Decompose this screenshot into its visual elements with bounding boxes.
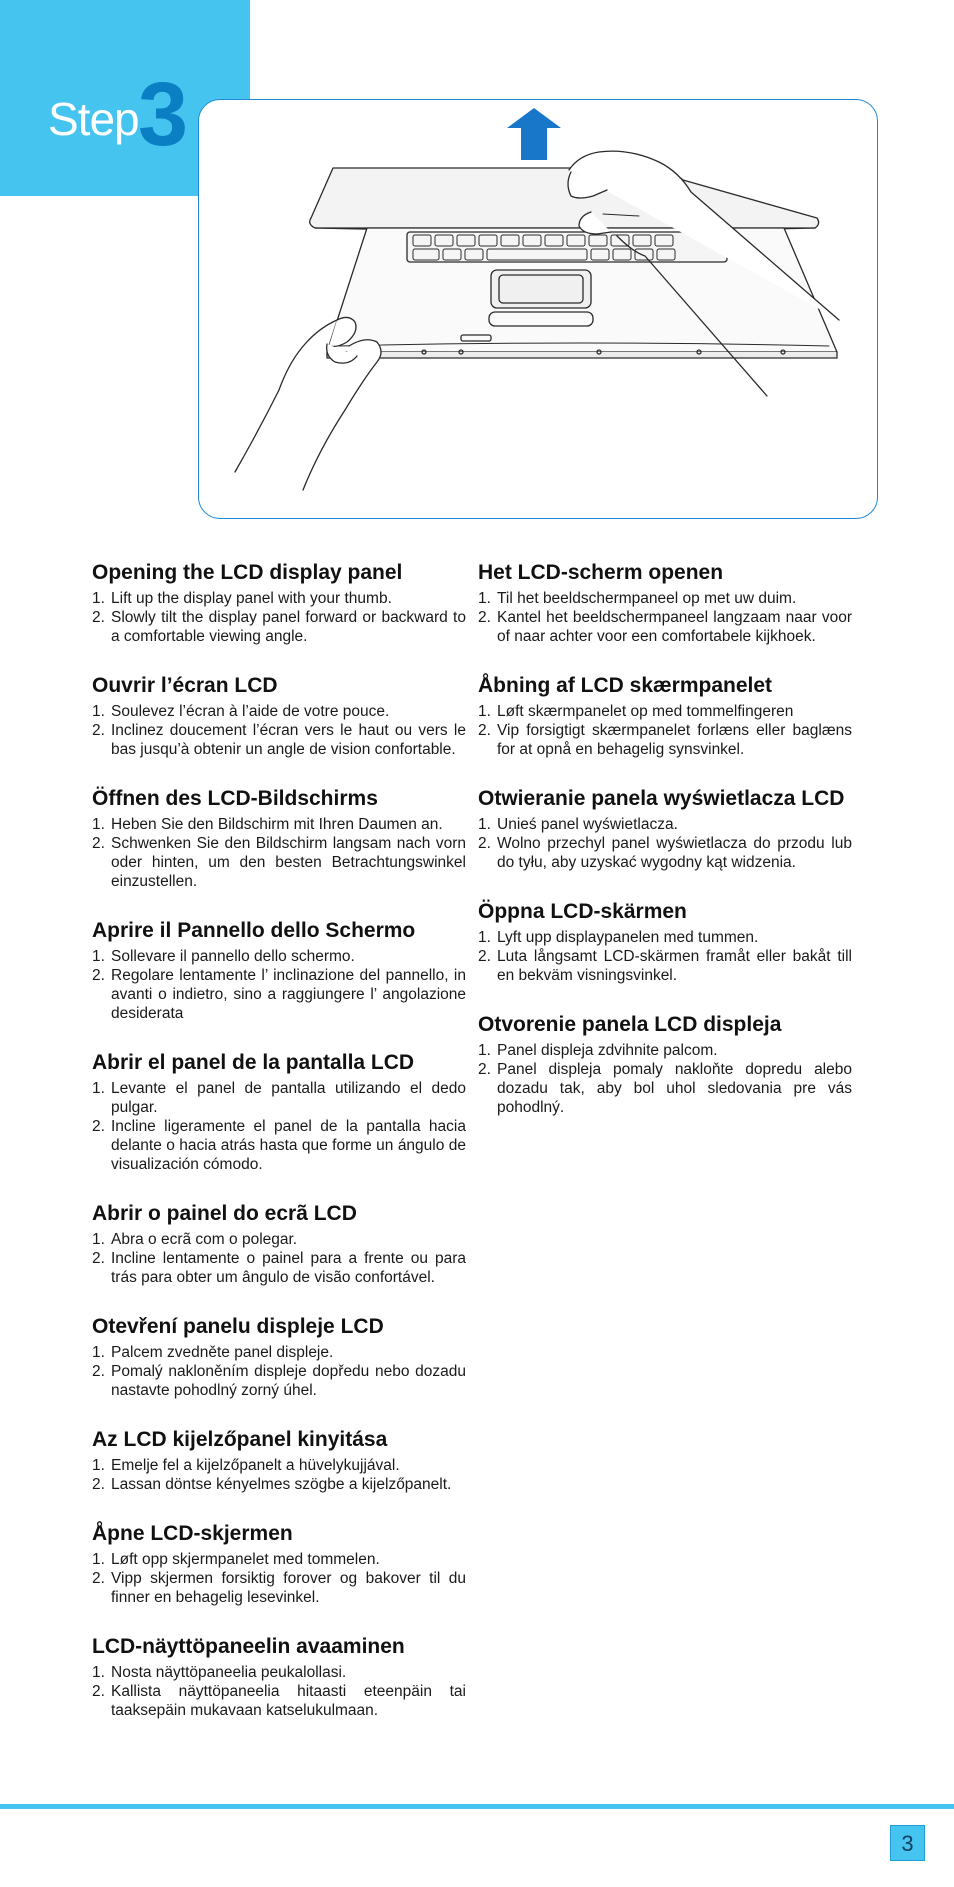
list-item: 2. Inclinez doucement l’écran vers le haut ou vers le bas jusqu’à obtenir un angle de vision confortable. xyxy=(92,722,466,758)
section-title: LCD-näyttöpaneelin avaaminen xyxy=(92,1635,405,1658)
list-item: 1. Soulevez l’écran à l’aide de votre pouce. xyxy=(92,703,390,720)
section-french xyxy=(92,673,466,759)
list-item: 1. Palcem zvedněte panel displeje. xyxy=(92,1344,334,1361)
section-hungarian xyxy=(92,1427,466,1494)
list-item: 2. Schwenken Sie den Bildschirm langsam nach vorn oder hinten, um den besten Betrachtungswinkel einzustellen. xyxy=(92,835,466,890)
section-title: Otvorenie panela LCD displeja xyxy=(478,1013,782,1036)
list-item: 2. Lassan döntse kényelmes szögbe a kijelzőpanelt. xyxy=(92,1476,452,1493)
list-item: 2. Panel displeja pomaly nakloňte dopredu alebo dozadu tak, aby bol uhol sledovania pre vás pohodlný. xyxy=(478,1061,852,1116)
step-label: Step xyxy=(48,93,139,145)
section-english xyxy=(92,560,466,646)
right-column xyxy=(478,560,852,1144)
list-item: 1. Heben Sie den Bildschirm mit Ihren Daumen an. xyxy=(92,816,443,833)
list-item: 2. Incline lentamente o painel para a frente ou para trás para obter um ângulo de visão confortável. xyxy=(92,1250,466,1286)
list-item: 2. Luta långsamt LCD-skärmen framåt eller bakåt till en bekväm visningsvinkel. xyxy=(478,948,852,984)
list-item: 1. Lift up the display panel with your thumb. xyxy=(92,590,392,607)
list-item: 2. Vipp skjermen forsiktig forover og bakover til du finner en behagelig lesevinkel. xyxy=(92,1570,466,1606)
list-item: 2. Kallista näyttöpaneelia hitaasti eteenpäin tai taaksepäin mukavaan katselukulmaan. xyxy=(92,1683,466,1719)
left-column xyxy=(92,560,466,1747)
laptop-open-lid-illustration xyxy=(199,100,878,519)
list-item: 1. Emelje fel a kijelzőpanelt a hüvelykujjával. xyxy=(92,1457,400,1474)
list-item: 1. Sollevare il pannello dello schermo. xyxy=(92,948,355,965)
section-title: Abrir o painel do ecrã LCD xyxy=(92,1202,357,1225)
section-finnish xyxy=(92,1634,466,1720)
section-title: Otevření panelu displeje LCD xyxy=(92,1315,384,1338)
section-portuguese xyxy=(92,1201,466,1287)
list-item: 1. Unieś panel wyświetlacza. xyxy=(478,816,678,833)
step-number: 3 xyxy=(138,65,189,165)
section-title: Åpne LCD-skjermen xyxy=(92,1522,293,1545)
section-title: Het LCD-scherm openen xyxy=(478,561,724,584)
list-item: 2. Kantel het beeldschermpaneel langzaam naar voor of naar achter voor een comfortabele kijkhoek. xyxy=(478,609,852,645)
section-title: Ouvrir l’écran LCD xyxy=(92,674,278,697)
section-title: Öppna LCD-skärmen xyxy=(478,900,687,923)
list-item: 2. Regolare lentamente l’ inclinazione del pannello, in avanti o indietro, sino a raggiungere l’ angolazione desiderata xyxy=(92,967,466,1022)
list-item: 2. Vip forsigtigt skærmpanelet forlæns eller baglæns for at opnå en behagelig synsvinkel. xyxy=(478,722,852,758)
section-swedish xyxy=(478,899,852,985)
section-title: Opening the LCD display panel xyxy=(92,561,403,584)
section-title: Åbning af LCD skærmpanelet xyxy=(478,674,773,697)
page-number: 3 xyxy=(890,1825,925,1861)
section-czech xyxy=(92,1314,466,1400)
section-title: Az LCD kijelzőpanel kinyitása xyxy=(92,1428,388,1451)
list-item: 1. Løft skærmpanelet op med tommelfingeren xyxy=(478,703,794,720)
section-title: Abrir el panel de la pantalla LCD xyxy=(92,1051,415,1074)
list-item: 1. Levante el panel de pantalla utilizando el dedo pulgar. xyxy=(92,1080,466,1116)
section-title: Öffnen des LCD-Bildschirms xyxy=(92,787,378,810)
illustration-frame xyxy=(198,99,878,519)
section-italian xyxy=(92,918,466,1023)
section-spanish xyxy=(92,1050,466,1174)
list-item: 2. Slowly tilt the display panel forward or backward to a comfortable viewing angle. xyxy=(92,609,466,645)
list-item: 1. Abra o ecrã com o polegar. xyxy=(92,1231,298,1248)
section-dutch xyxy=(478,560,852,646)
list-item: 1. Løft opp skjermpanelet med tommelen. xyxy=(92,1551,380,1568)
footer-divider xyxy=(0,1804,954,1809)
list-item: 1. Nosta näyttöpaneelia peukalollasi. xyxy=(92,1664,347,1681)
section-german xyxy=(92,786,466,891)
section-title: Aprire il Pannello dello Schermo xyxy=(92,919,416,942)
section-slovak xyxy=(478,1012,852,1117)
list-item: 1. Panel displeja zdvihnite palcom. xyxy=(478,1042,718,1059)
list-item: 1. Lyft upp displaypanelen med tummen. xyxy=(478,929,759,946)
section-polish xyxy=(478,786,852,872)
list-item: 2. Wolno przechyl panel wyświetlacza do przodu lub do tyłu, aby uzyskać wygodny kąt widzenia. xyxy=(478,835,852,871)
section-title: Otwieranie panela wyświetlacza LCD xyxy=(478,787,845,810)
list-item: 2. Incline ligeramente el panel de la pantalla hacia delante o hacia atrás hasta que forme un ángulo de visualización cómodo. xyxy=(92,1118,466,1173)
list-item: 2. Pomalý nakloněním displeje dopředu nebo dozadu nastavte pohodlný zorný úhel. xyxy=(92,1363,466,1399)
section-norwegian xyxy=(92,1521,466,1607)
list-item: 1. Til het beeldschermpaneel op met uw duim. xyxy=(478,590,797,607)
section-danish xyxy=(478,673,852,759)
